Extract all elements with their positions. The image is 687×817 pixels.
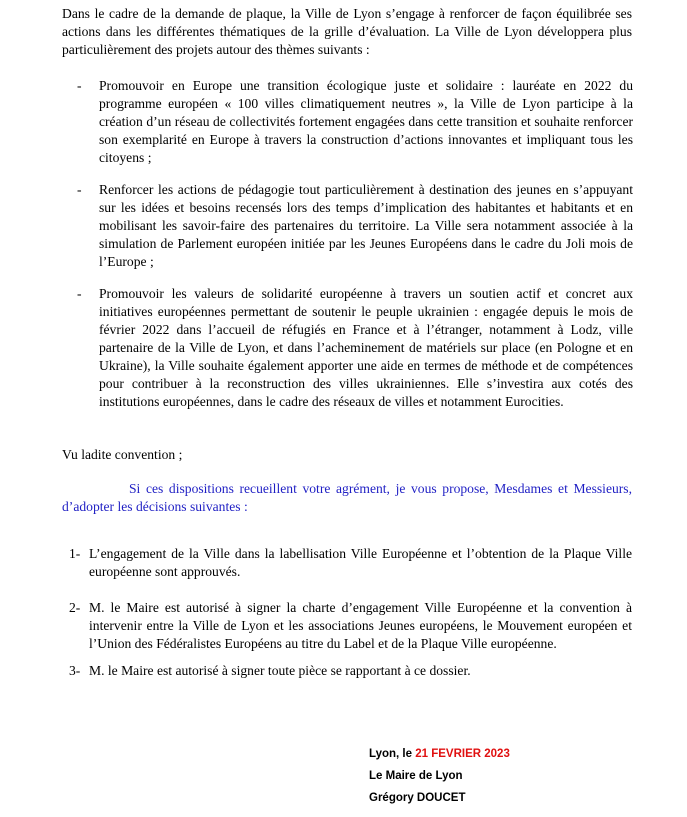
- bullet-text: Promouvoir les valeurs de solidarité européenne à travers un soutien actif et concret aux initiatives européennes permettant de soutenir le peuple ukrainien : engagée depuis le mois de février 2022 dans l’accueil de réfugiés en France et à l’étranger, notamment à Lodz, ville partenaire de la Ville de Lyon, et dans l’acheminement de matériels sur place (en Pologne et en Ukraine), la Ville souhaite également apporter une aide en termes de méthode et de compétences pour contribuer à la reconstruction des villes ukrainiennes. Elle s’investira aux cotés des institutions européennes, dans le cadre des réseaux de villes et notamment Eurocities.: [99, 286, 633, 409]
- bullet-marker: -: [77, 78, 82, 93]
- signature-date-line: [369, 746, 510, 762]
- vu-paragraph: Vu ladite convention ;: [62, 447, 183, 462]
- proposal-paragraph: Si ces dispositions recueillent votre agrément, je vous propose, Mesdames et Messieurs, d’adopter les décisions suivantes :: [62, 481, 632, 514]
- decision-text: M. le Maire est autorisé à signer toute pièce se rapportant à ce dossier.: [89, 663, 471, 678]
- bullet-text: Renforcer les actions de pédagogie tout particulièrement à destination des jeunes en s’appuyant sur les idées et besoins recensés lors des temps d’implication des habitantes et habitants et en mobilisant les savoir-faire des partenaires du territoire. La Ville sera notamment associée à la simulation de Parlement européen initiée par les Jeunes Européens dans le cadre du Joli mois de l’Europe ;: [99, 182, 633, 269]
- list-item: [77, 285, 633, 411]
- bullet-marker: -: [77, 286, 82, 301]
- list-item: [77, 77, 633, 167]
- intro-paragraph: Dans le cadre de la demande de plaque, la Ville de Lyon s’engage à renforcer de façon équilibrée ses actions dans les différentes thématiques de la grille d’évaluation. La Ville de Lyon développera plus particulièrement des projets autour des thèmes suivants :: [62, 6, 632, 57]
- decision-item: [69, 545, 632, 581]
- decision-number: 1-: [69, 546, 81, 561]
- decision-number: 3-: [69, 663, 81, 678]
- signature-place: Lyon, le: [369, 748, 416, 760]
- bullet-marker: -: [77, 182, 82, 197]
- decision-text: L’engagement de la Ville dans la labellisation Ville Européenne et l’obtention de la Plaque Ville européenne sont approuvés.: [89, 546, 632, 579]
- list-item: [77, 181, 633, 271]
- signature-date: 21 FEVRIER 2023: [415, 748, 510, 760]
- decision-item: [69, 662, 632, 680]
- decision-text: M. le Maire est autorisé à signer la charte d’engagement Ville Européenne et la convention à intervenir entre la Ville de Lyon et les associations Jeunes européens, le Mouvement européen et l’Union des Fédéralistes Européens au titre du Label et de la Plaque Ville européenne.: [89, 600, 632, 651]
- decision-number: 2-: [69, 600, 81, 615]
- signature-role: Le Maire de Lyon: [369, 770, 463, 782]
- signature-name: Grégory DOUCET: [369, 792, 466, 804]
- decision-item: [69, 599, 632, 653]
- bullet-text: Promouvoir en Europe une transition écologique juste et solidaire : lauréate en 2022 du programme européen « 100 villes climatiquement neutres », la Ville de Lyon participe à la création d’un réseau de collectivités fortement engagées dans cette transition et souhaite renforcer son exemplarité en Europe à travers la construction d’actions innovantes et impliquant tous les citoyens ;: [99, 78, 633, 165]
